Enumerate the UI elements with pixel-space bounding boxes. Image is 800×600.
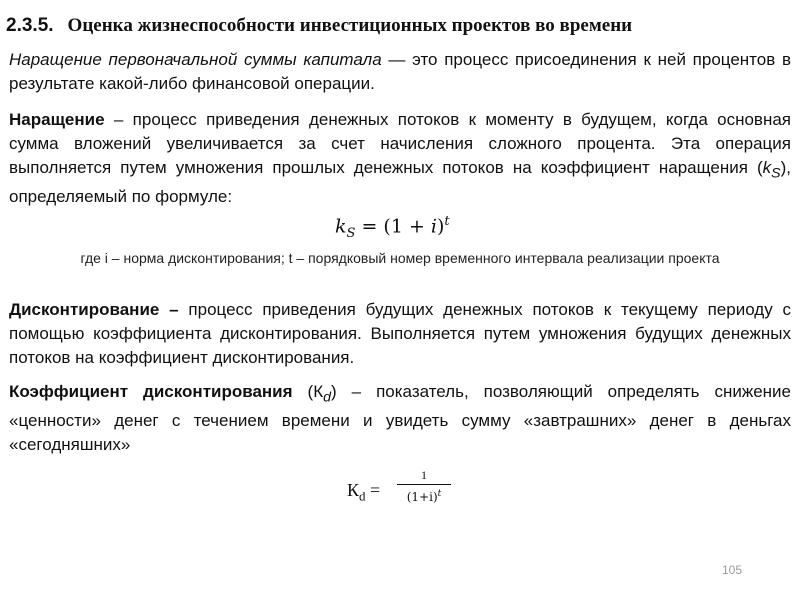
paragraph-text: ), определяемый по формуле: bbox=[9, 158, 791, 207]
paragraph-capital-accrual bbox=[9, 48, 791, 96]
formula2-denominator-exponent: t bbox=[437, 489, 442, 499]
term-capital-accrual: Наращение первоначальной суммы капитала bbox=[9, 50, 382, 69]
formula2-fraction bbox=[395, 466, 453, 506]
section-number: 2.3.5. bbox=[6, 15, 54, 36]
section-title: Оценка жизнеспособности инвестиционных проектов во времени bbox=[67, 15, 633, 36]
symbol-k-subscript: S bbox=[771, 165, 781, 182]
formula-lhs: k bbox=[335, 215, 347, 238]
formula2-lhs bbox=[347, 480, 380, 505]
formula2-denominator bbox=[395, 485, 453, 506]
paragraph-text: процесс приведения будущих денежных потоков к текущему периоду с помощью коэффициента дисконтирования. Выполняется путем умножения будущих денежных потоков на коэффициент дисконтирования. bbox=[9, 300, 791, 367]
paragraph-accrual bbox=[9, 108, 791, 209]
paragraph-text: — это процесс присоединения к ней процентов в результате какой-либо финансовой операции. bbox=[9, 50, 792, 93]
section-heading bbox=[6, 15, 632, 41]
formula2-lhs-subscript: d bbox=[359, 488, 366, 504]
formula-equals: = bbox=[355, 215, 384, 238]
term-discounting: Дисконтирование – bbox=[9, 300, 179, 319]
formula2-equals: = bbox=[365, 480, 381, 500]
paragraph-text: ) – показатель, позволяющий определять снижение «ценности» денег с течением времени и увидеть сумму «завтрашних» денег в деньгах «сегодняшних» bbox=[9, 382, 791, 455]
paragraph-text: (К bbox=[292, 382, 324, 401]
formula2-numerator: 1 bbox=[421, 468, 427, 482]
paragraph-discount-coefficient bbox=[9, 380, 791, 457]
formula-accrual-coefficient bbox=[335, 214, 450, 241]
formula-rhs-close: ) bbox=[437, 215, 445, 238]
symbol-k: k bbox=[762, 158, 772, 177]
term-accrual: Наращение bbox=[9, 110, 105, 129]
formula-note: где i – норма дисконтирования; t – порядковый номер временного интервала реализации проекта bbox=[80, 250, 720, 266]
page-number: 105 bbox=[722, 563, 743, 577]
formula-rhs-var: i bbox=[430, 215, 437, 238]
formula-exponent: t bbox=[444, 214, 450, 229]
formula-rhs-open: (1 + bbox=[383, 215, 431, 238]
formula2-denominator-base: (1+i) bbox=[406, 490, 438, 504]
term-discount-coefficient: Коэффициент дисконтирования bbox=[9, 382, 293, 401]
symbol-d-subscript: d bbox=[323, 389, 331, 406]
formula-lhs-subscript: S bbox=[346, 226, 356, 242]
paragraph-discounting bbox=[9, 298, 791, 370]
paragraph-text: – процесс приведения денежных потоков к моменту в будущем, когда основная сумма вложений увеличивается за счет начисления сложного процента. Эта операция выполняется путем умножения прошлых денежных потоков на коэффициент наращения ( bbox=[9, 110, 791, 177]
formula2-lhs-symbol: К bbox=[347, 480, 360, 500]
